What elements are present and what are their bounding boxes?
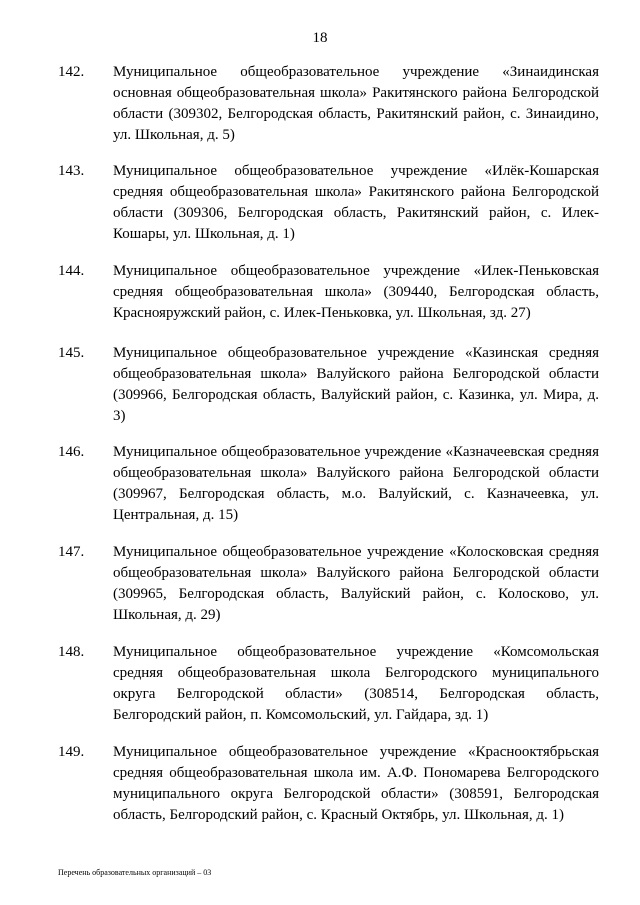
item-text: Муниципальное общеобразовательное учреждение «Илёк-Кошарская средняя общеобразовательная школа» Ракитянского района Белгородской области (309306, Белгородская область, Ракитянский район, с. Илек-Кошары, ул. Школьная, д. 1)	[113, 163, 599, 242]
list-item	[0, 442, 640, 532]
list-item	[0, 742, 640, 832]
item-number: 149.	[58, 744, 85, 760]
list-item	[0, 343, 640, 433]
item-text: Муниципальное общеобразовательное учреждение «Комсомольская средняя общеобразовательная школа Белгородского муниципального округа Белгородской области» (308514, Белгородская область, Белгородский район, п. Комсомольский, ул. Гайдара, зд. 1)	[113, 644, 599, 723]
list-item	[0, 261, 640, 351]
item-text: Муниципальное общеобразовательное учреждение «Казначеевская средняя общеобразовательная школа» Валуйского района Белгородской области (309967, Белгородская область, м.о. Валуйский, с. Казначеевка, ул. Центральная, д. 15)	[113, 444, 599, 523]
page-number: 18	[312, 30, 328, 46]
list-item	[0, 642, 640, 732]
item-number: 147.	[58, 544, 85, 560]
item-number: 145.	[58, 345, 85, 361]
item-number: 148.	[58, 644, 85, 660]
item-number: 143.	[58, 163, 85, 179]
item-text: Муниципальное общеобразовательное учреждение «Казинская средняя общеобразовательная школа» Валуйского района Белгородской области (309966, Белгородская область, Валуйский район, с. Казинка, ул. Мира, д. 3)	[113, 345, 599, 424]
item-text: Муниципальное общеобразовательное учреждение «Колосковская средняя общеобразовательная школа» Валуйского района Белгородской области (309965, Белгородская область, Валуйский район, с. Колосково, ул. Школьная, д. 29)	[113, 544, 599, 623]
item-text: Муниципальное общеобразовательное учреждение «Илек-Пеньковская средняя общеобразовательная школа» (309440, Белгородская область, Краснояружский район, с. Илек-Пеньковка, ул. Школьная, зд. 27)	[113, 263, 599, 321]
item-number: 142.	[58, 64, 85, 80]
item-text: Муниципальное общеобразовательное учреждение «Краснооктябрьская средняя общеобразовательная школа им. А.Ф. Пономарева Белгородского муниципального округа Белгородской области» (308591, Белгородская область, Белгородский район, с. Красный Октябрь, ул. Школьная, д. 1)	[113, 744, 599, 823]
page-footer: Перечень образовательных организаций – 03	[58, 868, 212, 877]
list-item	[0, 161, 640, 251]
item-text: Муниципальное общеобразовательное учреждение «Зинаидинская основная общеобразовательная школа» Ракитянского района Белгородской области (309302, Белгородская область, Ракитянский район, с. Зинаидино, ул. Школьная, д. 5)	[113, 64, 599, 143]
list-item	[0, 542, 640, 632]
item-number: 146.	[58, 444, 85, 460]
list-item	[0, 62, 640, 152]
item-number: 144.	[58, 263, 85, 279]
